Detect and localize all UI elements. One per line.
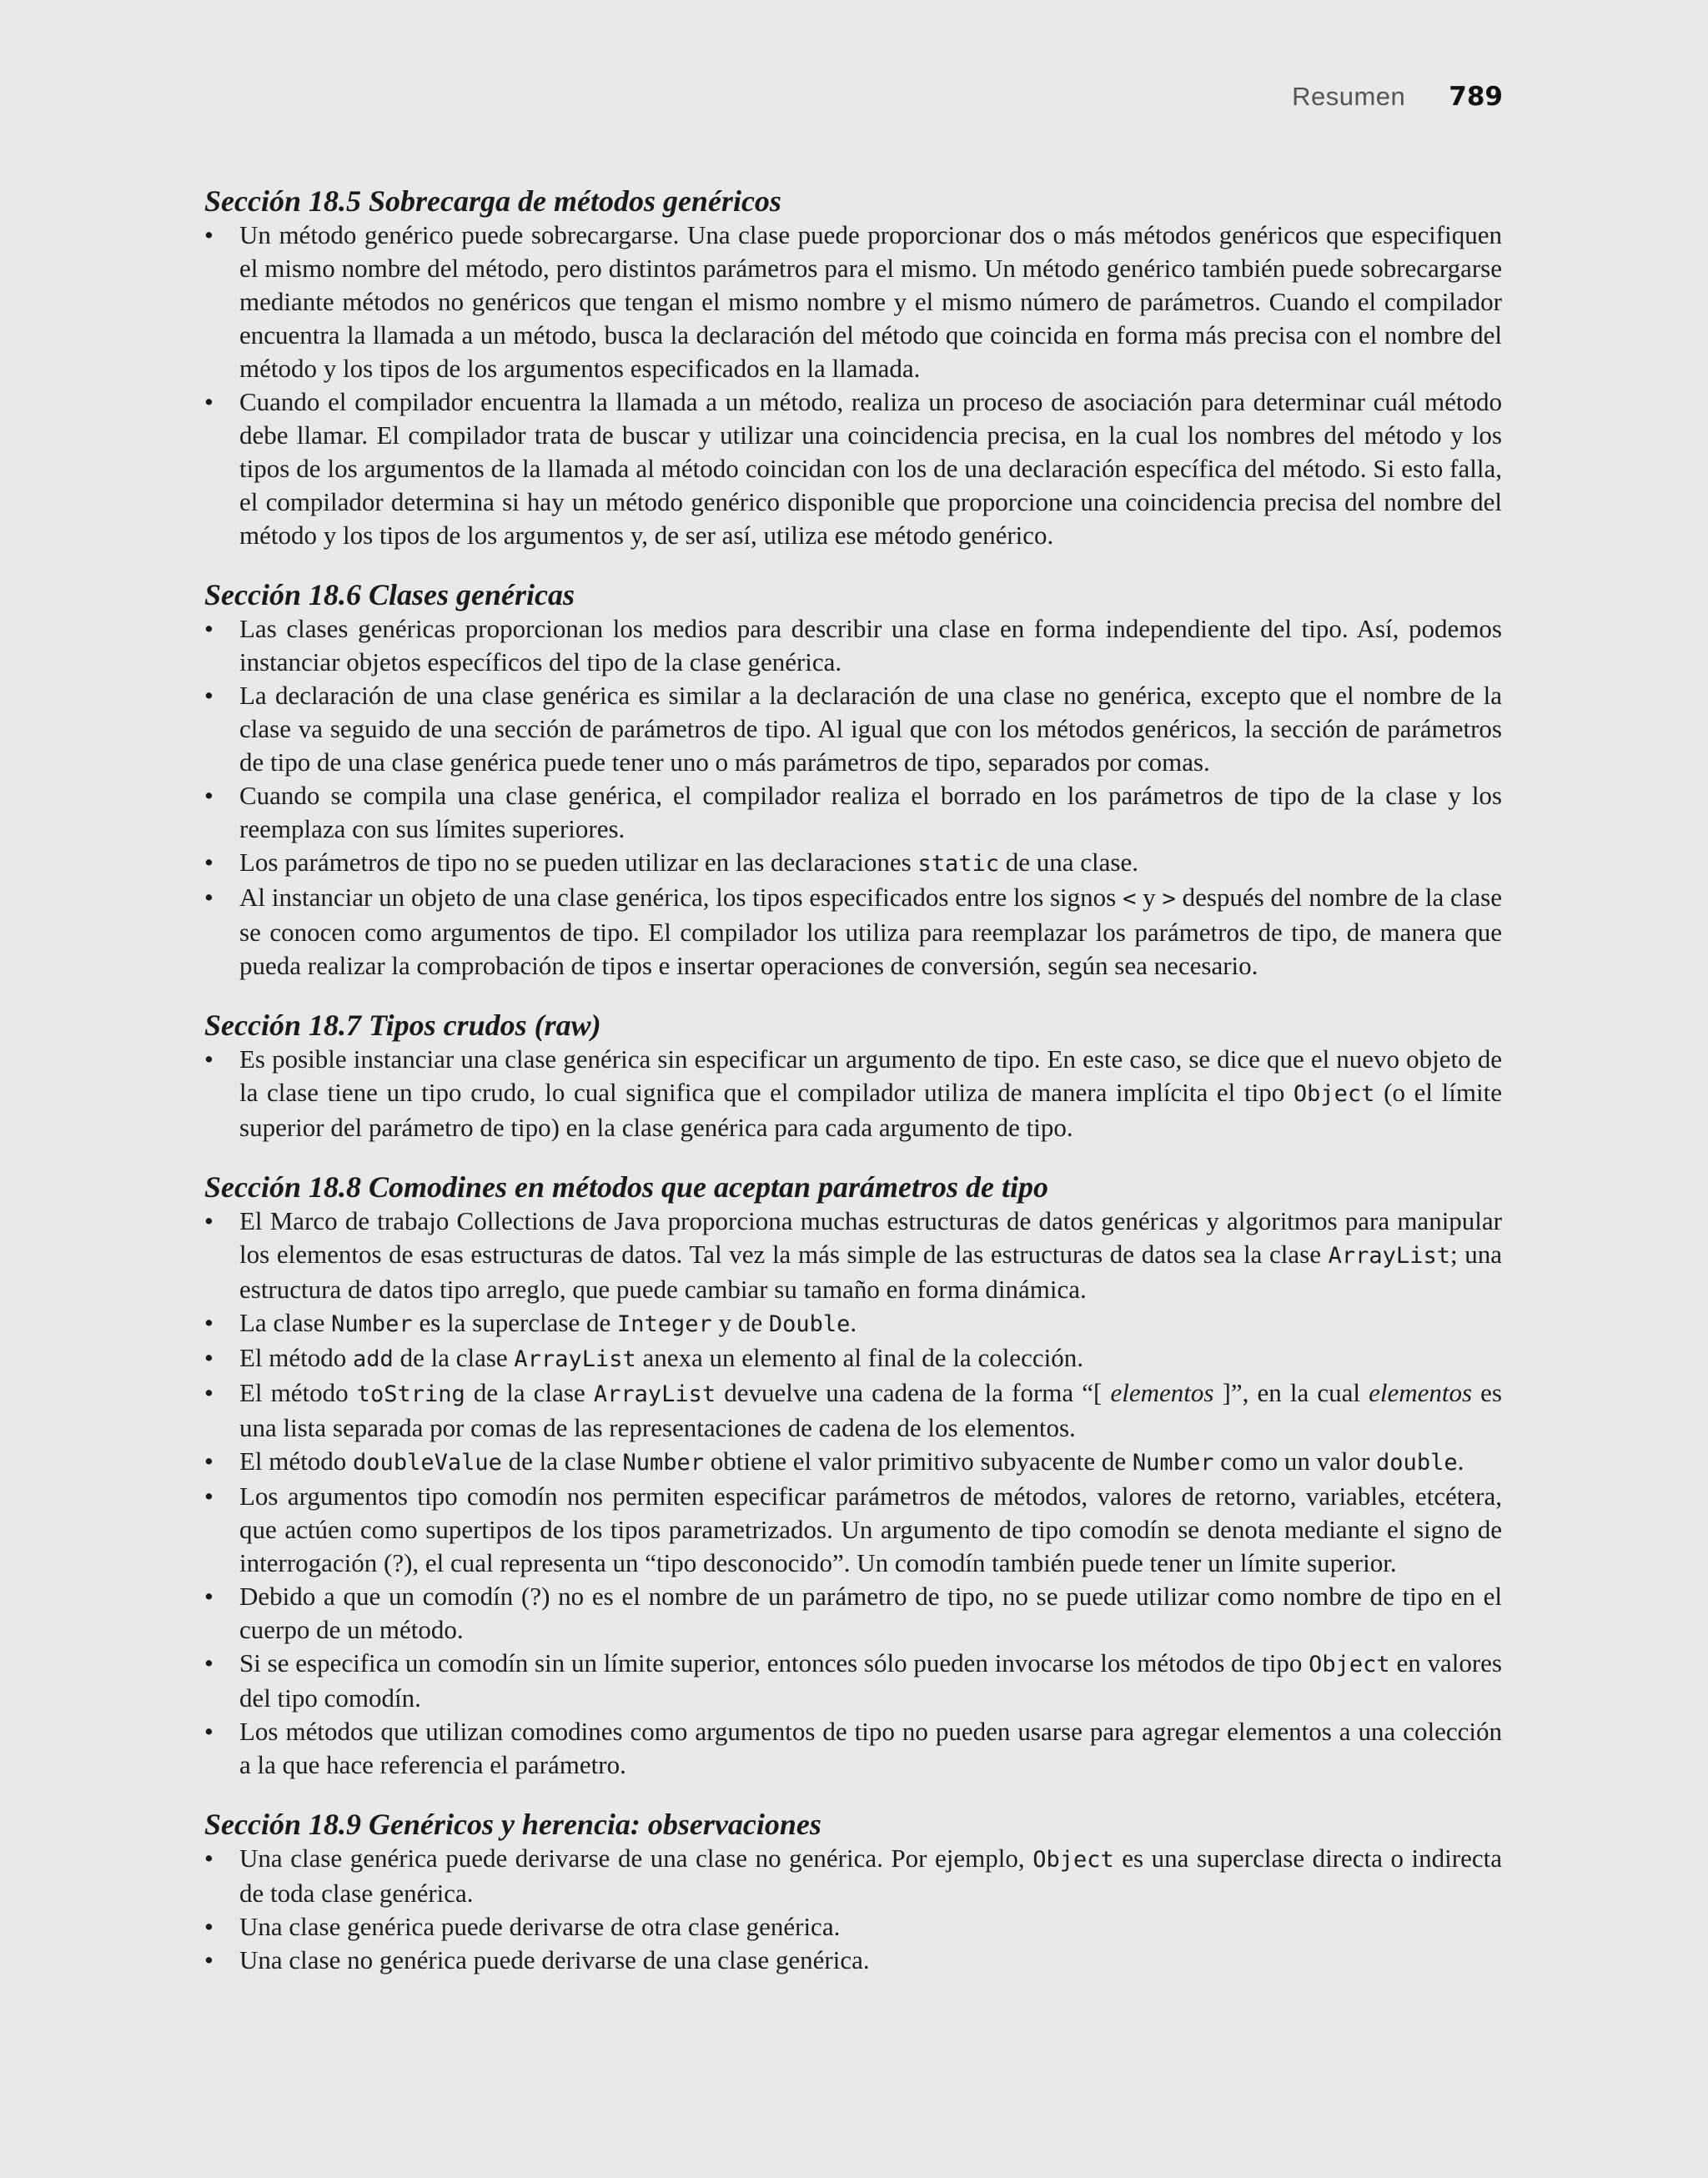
bullet-icon: •	[204, 1044, 214, 1074]
bullet-item	[204, 779, 1502, 846]
bullet-item	[204, 1480, 1502, 1580]
bullet-icon: •	[204, 220, 214, 249]
bullet-item	[204, 219, 1502, 385]
bullet-icon: •	[204, 1343, 214, 1372]
body-text: de la clase	[465, 1378, 594, 1407]
body-text: Cuando el compilador encuentra la llamada a un método, realiza un proceso de asociación para determinar cuál método debe llamar. El compilador trata de buscar y utilizar una coincidencia precisa, en la cual los nombres del método y los tipos de los argumentos de la llamada al método coincidan con los de una declaración específica del método. Si esto falla, el compilador determina si hay un método genérico disponible que proporcione una coincidencia precisa del nombre del método y los tipos de los argumentos y, de ser así, utiliza ese método genérico.	[239, 387, 1502, 550]
code-fragment: >	[1162, 886, 1176, 912]
body-text: anexa un elemento al final de la colección.	[635, 1343, 1083, 1372]
bullet-icon: •	[204, 1206, 214, 1235]
code-fragment: Number	[331, 1311, 413, 1337]
bullet-item	[204, 1445, 1502, 1480]
body-text: después del nombre de la clase se conocen como argumentos de tipo. El compilador los utiliza para reemplazar los parámetros de tipo, de manera que pueda realizar la comprobación de tipos e insertar operaciones de conversión, según sea necesario.	[239, 883, 1503, 980]
bullet-icon: •	[204, 883, 214, 912]
section-heading: Sección 18.7 Tipos crudos (raw)	[204, 1009, 601, 1042]
bullet-item	[204, 679, 1502, 779]
body-text: El método	[239, 1446, 354, 1476]
body-text: La clase	[239, 1308, 332, 1337]
bullet-icon: •	[204, 848, 214, 877]
bullet-icon: •	[204, 1378, 214, 1407]
code-fragment: <	[1123, 886, 1137, 912]
bullet-item	[204, 1580, 1502, 1647]
body-text: ]”, en la cual	[1213, 1378, 1369, 1407]
bullet-item	[204, 1376, 1502, 1445]
body-text: El método	[239, 1378, 357, 1407]
bullet-icon: •	[204, 681, 214, 710]
code-fragment: Object	[1293, 1081, 1375, 1107]
body-text: como un valor	[1213, 1446, 1377, 1476]
bullet-list	[204, 1205, 1502, 1782]
code-fragment: double	[1376, 1450, 1458, 1476]
bullet-item	[204, 1647, 1502, 1715]
bullet-icon: •	[204, 1912, 214, 1941]
code-fragment: ArrayList	[514, 1346, 636, 1372]
bullet-item	[204, 1910, 1502, 1944]
body-text: .	[1457, 1446, 1464, 1476]
running-head	[1292, 82, 1503, 112]
body-text: devuelve una cadena de la forma “[	[716, 1378, 1111, 1407]
bullet-icon: •	[204, 781, 214, 810]
body-text: Los métodos que utilizan comodines como argumentos de tipo no pueden usarse para agregar elementos a una colección a la que hace referencia el parámetro.	[239, 1717, 1502, 1779]
body-text: (o el límite superior del parámetro de tipo) en la clase genérica para cada argumento de tipo.	[239, 1078, 1502, 1142]
body-text: Los argumentos tipo comodín nos permiten especificar parámetros de métodos, valores de retorno, variables, etcétera, que actúen como supertipos de los tipos parametrizados. Un argumento de tipo comodín se denota mediante el signo de interrogación (?), el cual representa un “tipo desconocido”. Un comodín también puede tener un límite superior.	[239, 1481, 1502, 1577]
body-text: Un método genérico puede sobrecargarse. Una clase puede proporcionar dos o más métodos genéricos que especifiquen el mismo nombre del método, pero distintos parámetros para el mismo. Un método genérico también puede sobrecargarse mediante métodos no genéricos que tengan el mismo nombre y el mismo número de parámetros. Cuando el compilador encuentra la llamada a un método, busca la declaración del método que coincida en forma más precisa con el nombre del método y los tipos de los argumentos especificados en la llamada.	[239, 220, 1502, 383]
body-text: es la superclase de	[412, 1308, 618, 1337]
bullet-item	[204, 1043, 1502, 1144]
bullet-item	[204, 1205, 1502, 1306]
section-heading: Sección 18.8 Comodines en métodos que aceptan parámetros de tipo	[204, 1170, 1048, 1204]
bullet-item	[204, 881, 1502, 983]
body-text: de la clase	[393, 1343, 515, 1372]
section	[204, 1008, 1502, 1144]
body-text: y	[1136, 883, 1163, 912]
body-text: de la clase	[501, 1446, 623, 1476]
bullet-item	[204, 385, 1502, 552]
page-number: 789	[1449, 82, 1503, 112]
bullet-icon: •	[204, 1582, 214, 1611]
bullet-icon: •	[204, 1446, 214, 1476]
section	[204, 1807, 1502, 1977]
code-fragment: doubleValue	[353, 1450, 502, 1476]
section-heading: Sección 18.5 Sobrecarga de métodos genéricos	[204, 184, 781, 218]
body-text: La declaración de una clase genérica es similar a la declaración de una clase no genérica, excepto que el nombre de la clase va seguido de una sección de parámetros de tipo. Al igual que con los métodos genéricos, la sección de parámetros de tipo de una clase genérica puede tener uno o más parámetros de tipo, separados por comas.	[239, 681, 1502, 777]
body-text: de una clase.	[999, 848, 1138, 877]
body-text: Si se especifica un comodín sin un límite superior, entonces sólo pueden invocarse los métodos de tipo	[239, 1648, 1309, 1678]
bullet-icon: •	[204, 1717, 214, 1746]
italic-term: elementos	[1369, 1378, 1473, 1407]
body-text: Los parámetros de tipo no se pueden utilizar en las declaraciones	[239, 848, 918, 877]
bullet-icon: •	[204, 1308, 214, 1337]
body-text: Debido a que un comodín (?) no es el nombre de un parámetro de tipo, no se puede utilizar como nombre de tipo en el cuerpo de un método.	[239, 1582, 1502, 1644]
code-fragment: Number	[622, 1450, 704, 1476]
bullet-item	[204, 1715, 1502, 1782]
code-fragment: Double	[768, 1311, 851, 1337]
body-text: es una superclase directa o indirecta de toda clase genérica.	[239, 1844, 1502, 1908]
bullet-list	[204, 1842, 1502, 1977]
body-text: Las clases genéricas proporcionan los medios para describir una clase en forma independiente del tipo. Así, podemos instanciar objetos específicos del tipo de la clase genérica.	[239, 614, 1502, 677]
running-head-title: Resumen	[1292, 82, 1406, 111]
bullet-item	[204, 1306, 1502, 1341]
code-fragment: static	[917, 851, 999, 877]
bullet-list	[204, 219, 1502, 552]
body-text: Cuando se compila una clase genérica, el compilador realiza el borrado en los parámetros de tipo de la clase y los reemplaza con sus límites superiores.	[239, 781, 1502, 843]
bullet-item	[204, 1842, 1502, 1910]
body-text: Al instanciar un objeto de una clase genérica, los tipos especificados entre los signos	[239, 883, 1123, 912]
code-fragment: toString	[356, 1381, 465, 1407]
bullet-icon: •	[204, 1945, 214, 1974]
body-text: Una clase genérica puede derivarse de una clase no genérica. Por ejemplo,	[239, 1844, 1033, 1873]
body-text: Una clase genérica puede derivarse de otra clase genérica.	[239, 1912, 841, 1941]
summary-content	[204, 184, 1502, 2002]
bullet-icon: •	[204, 1648, 214, 1678]
code-fragment: Object	[1309, 1652, 1390, 1678]
body-text: y de	[711, 1308, 769, 1337]
bullet-list	[204, 1043, 1502, 1144]
bullet-item	[204, 846, 1502, 881]
bullet-item	[204, 1944, 1502, 1977]
code-fragment: Object	[1032, 1847, 1114, 1873]
section-heading: Sección 18.9 Genéricos y herencia: observaciones	[204, 1808, 821, 1841]
body-text: en valores del tipo comodín.	[239, 1648, 1502, 1713]
section	[204, 1169, 1502, 1782]
bullet-icon: •	[204, 1844, 214, 1873]
bullet-icon: •	[204, 387, 214, 416]
body-text: El método	[239, 1343, 354, 1372]
code-fragment: add	[353, 1346, 394, 1372]
section	[204, 184, 1502, 552]
section-heading: Sección 18.6 Clases genéricas	[204, 578, 575, 611]
body-text: Es posible instanciar una clase genérica sin especificar un argumento de tipo. En este caso, se dice que el nuevo objeto de la clase tiene un tipo crudo, lo cual significa que el compilador utiliza de manera implícita el tipo	[239, 1044, 1502, 1107]
italic-term: elementos	[1110, 1378, 1214, 1407]
body-text: ; una estructura de datos tipo arreglo, que puede cambiar su tamaño en forma dinámica.	[239, 1240, 1502, 1304]
bullet-icon: •	[204, 1481, 214, 1511]
code-fragment: Number	[1132, 1450, 1214, 1476]
bullet-item	[204, 1341, 1502, 1376]
bullet-icon: •	[204, 614, 214, 643]
body-text: El Marco de trabajo Collections de Java proporciona muchas estructuras de datos genéricas y algoritmos para manipular los elementos de esas estructuras de datos. Tal vez la más simple de las estructuras de datos sea la clase	[239, 1206, 1502, 1269]
body-text: .	[850, 1308, 857, 1337]
body-text: obtiene el valor primitivo subyacente de	[704, 1446, 1133, 1476]
code-fragment: Integer	[617, 1311, 712, 1337]
bullet-list	[204, 612, 1502, 983]
bullet-item	[204, 612, 1502, 679]
code-fragment: ArrayList	[1328, 1243, 1450, 1269]
code-fragment: ArrayList	[593, 1381, 716, 1407]
body-text: es una lista separada por comas de las representaciones de cadena de los elementos.	[239, 1378, 1502, 1442]
section	[204, 577, 1502, 983]
body-text: Una clase no genérica puede derivarse de una clase genérica.	[239, 1945, 870, 1974]
